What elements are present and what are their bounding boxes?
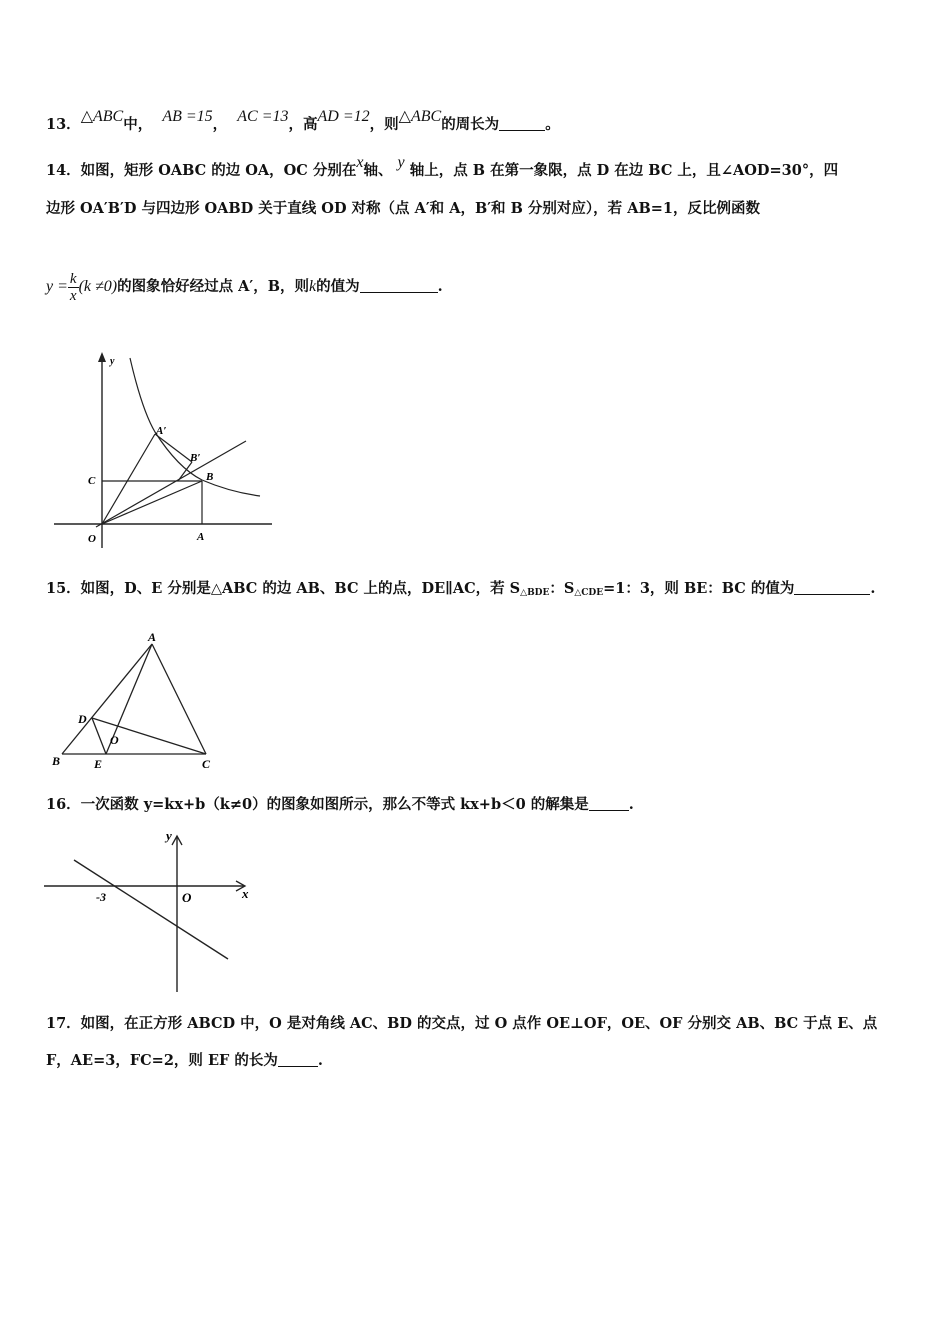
q14-text-5: 的图象恰好经过点 A′，B，则 [117, 278, 310, 295]
question-17-line-1 [46, 1005, 910, 1042]
q15-text-2: ：S [549, 580, 575, 597]
q15-side-ab [62, 644, 152, 754]
q14-x-var: x [356, 154, 364, 171]
q16-label-neg3: -3 [96, 890, 106, 904]
q14-label-y: y [110, 356, 115, 367]
q13-ac-value: AC =13 [237, 108, 289, 125]
q17-text-1: 17．如图，在正方形 ABCD 中，O 是对角线 AC、BD 的交点，过 O 点作 OE⊥OF，OE、OF 分别交 AB、BC 于点 E、点 [46, 1015, 878, 1032]
q14-text-2: 轴、 [363, 162, 393, 179]
question-14-line-2 [46, 190, 910, 227]
q14-func-condition: (k ≠0) [78, 278, 118, 295]
question-15 [46, 570, 910, 612]
q13-end: 。 [545, 116, 560, 133]
q15-label-a: A [148, 630, 157, 644]
question-13 [46, 106, 910, 143]
q14-label-a: A [197, 531, 205, 543]
q13-answer-blank[interactable] [499, 112, 545, 131]
q14-y-var: y [397, 154, 405, 171]
q14-text-3: 轴上，点 B 在第一象限，点 D 在边 BC 上，且∠AOD=30°，四 [409, 162, 839, 179]
q15-label-d: D [78, 712, 87, 726]
q16-label-y: y [166, 828, 172, 843]
q14-label-b-prime: B′ [190, 452, 201, 464]
q14-k-var: k [309, 278, 317, 295]
q15-label-c: C [202, 757, 211, 771]
q15-text-3: =1：3，则 BE：BC 的值为 [603, 580, 795, 597]
q14-answer-blank[interactable] [360, 274, 438, 293]
q17-text-2: F，AE=3，FC=2，则 EF 的长为 [46, 1052, 278, 1069]
question-14-line-3 [46, 262, 910, 312]
q14-text-1: 14．如图，矩形 OABC 的边 OA，OC 分别在 [46, 162, 357, 179]
question-14-line-1 [46, 152, 910, 189]
q13-comma: ， [212, 116, 228, 133]
q15-line-de [92, 718, 106, 754]
q14-text-6: 的值为 [316, 278, 360, 295]
q14-func-denominator: x [69, 287, 77, 304]
q14-fraction [68, 271, 79, 304]
q15-figure [48, 630, 228, 775]
q13-ab-value: AB =15 [162, 108, 213, 125]
q14-func-numerator: k [69, 270, 77, 287]
q14-text-4: 边形 OA′B′D 与四边形 OABD 关于直线 OD 对称（点 A′和 A，B′和 B 分别对应），若 AB=1，反比例函数 [46, 200, 760, 217]
q17-answer-blank[interactable] [278, 1048, 318, 1067]
q15-label-b: B [52, 754, 61, 768]
q15-subscript-cde: △CDE [574, 588, 604, 598]
q16-answer-blank[interactable] [589, 792, 629, 811]
q14-y-arrow [98, 352, 106, 362]
q13-triangle-abc-2: △ABC [398, 108, 442, 125]
q15-end: . [870, 580, 876, 597]
q13-text: 中， [123, 116, 153, 133]
q15-side-ac [152, 644, 206, 754]
q16-label-x: x [242, 886, 249, 901]
q14-line-a-prime-b-prime [155, 434, 192, 462]
q16-function-line [74, 860, 228, 959]
q15-text-1: 15．如图，D、E 分别是△ABC 的边 AB、BC 上的点，DE∥AC，若 S [46, 580, 521, 597]
q15-answer-blank[interactable] [794, 576, 870, 595]
q14-label-b: B [206, 471, 214, 483]
q16-text: 16．一次函数 y=kx+b（k≠0）的图象如图所示，那么不等式 kx+b＜0 的解集是 [46, 796, 589, 813]
q14-label-a-prime: A′ [156, 425, 167, 437]
q16-label-o: O [182, 890, 192, 905]
q15-label-e: E [94, 757, 103, 771]
q14-line-b-prime-d [178, 462, 192, 481]
q14-func-y: y = [46, 278, 68, 295]
q13-text-then: ，则 [369, 116, 399, 133]
q14-line-oa-prime [102, 434, 155, 524]
q14-end: . [437, 278, 443, 295]
question-16 [46, 786, 910, 823]
q14-label-c: C [88, 475, 96, 487]
q15-subscript-bde: △BDE [520, 588, 550, 598]
q14-hyperbola [130, 358, 260, 496]
q14-label-o: O [88, 533, 96, 545]
q17-end: . [317, 1052, 323, 1069]
question-17-line-2 [46, 1042, 910, 1079]
q14-line-oc-b [102, 481, 202, 524]
q13-number: 13． [46, 116, 81, 133]
q16-end: . [628, 796, 634, 813]
q13-text-perimeter: 的周长为 [441, 116, 500, 133]
q16-figure [44, 826, 264, 996]
q14-figure [50, 350, 280, 550]
q15-label-o: O [110, 733, 119, 747]
q13-text-height: ，高 [288, 116, 318, 133]
q13-triangle-abc: △ABC [80, 108, 124, 125]
q13-ad-value: AD =12 [317, 108, 370, 125]
